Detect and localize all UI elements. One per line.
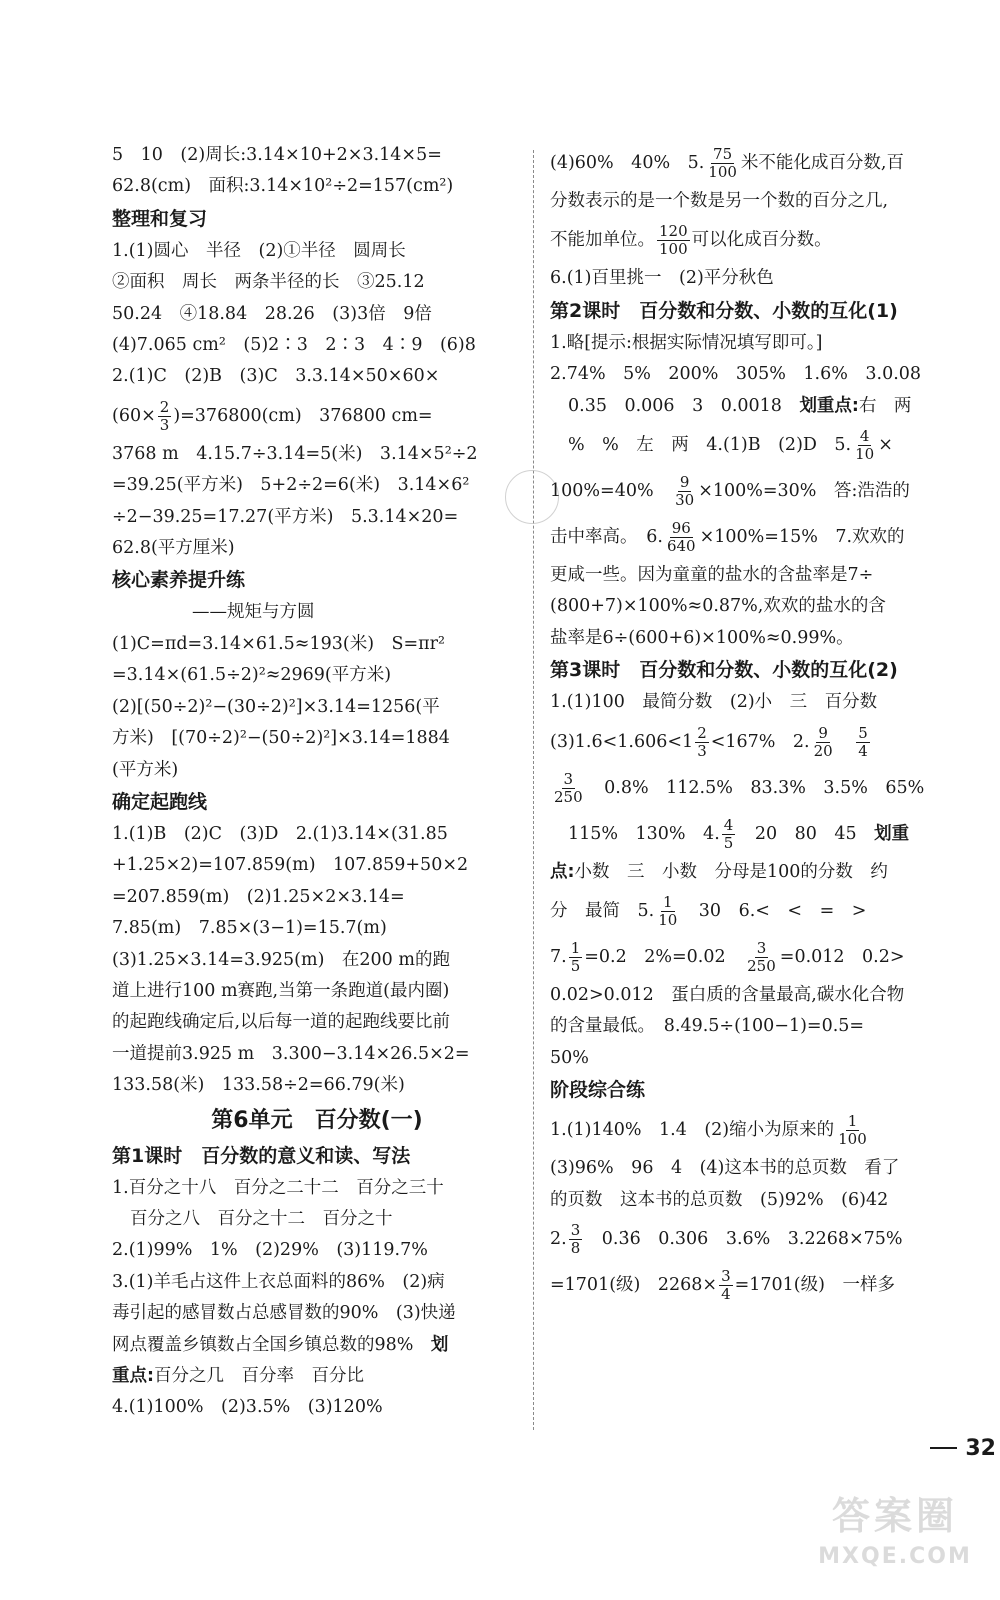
fraction-denominator: 250: [747, 957, 776, 976]
fraction: [695, 725, 709, 760]
text-line: 133.58(米) 133.58÷2=66.79(米): [112, 1075, 405, 1096]
text-segment: ×100%=15% 7.欢欢的: [699, 527, 905, 548]
text-line-fraction: [550, 140, 970, 186]
text-line: 2.(1)99% 1% (2)29% (3)119.7%: [112, 1240, 428, 1261]
fraction-denominator: 10: [855, 445, 875, 464]
text-line-fraction: [550, 1262, 970, 1308]
text-segment: 右 两: [858, 395, 912, 416]
left-column: [112, 140, 522, 1424]
text-line: =207.859(m) (2)1.25×2×3.14=: [112, 886, 405, 907]
text-segment: 击中率高。 6.: [550, 527, 663, 548]
text-line: 5 10 (2)周长:3.14×10+2×3.14×5=: [112, 145, 442, 165]
fraction: [657, 223, 690, 258]
text-line: 6.(1)百里挑一 (2)平分秋色: [550, 268, 774, 289]
text-line: 方米) [(70÷2)²−(50÷2)²]×3.14=1884: [112, 728, 450, 749]
text-segment: 0.8% 112.5% 83.3% 3.5% 65%: [604, 777, 925, 798]
text-segment: 0.35 0.006 3 0.0018: [568, 395, 800, 416]
fraction: [158, 399, 172, 434]
page-number: [930, 1432, 1000, 1464]
text-line: 4.(1)100% (2)3.5% (3)120%: [112, 1397, 383, 1418]
text-line: (平方米): [112, 759, 179, 780]
text-segment: ×: [878, 435, 893, 456]
fraction-denominator: 100: [659, 240, 688, 259]
fraction-numerator: 3: [756, 939, 767, 958]
text-line: 百分之八 百分之十二 百分之十: [130, 1208, 393, 1229]
fraction-denominator: 640: [666, 537, 696, 556]
text-segment: % % 左 两 4.(1)B (2)D 5.: [568, 435, 852, 456]
section-heading-core: 核心素养提升练: [112, 569, 246, 592]
text-line: (800+7)×100%≈0.87%,欢欢的盐水的含: [550, 596, 886, 617]
fraction-numerator: 9: [818, 723, 828, 742]
text-segment: ×100%=30% 答:浩浩的: [698, 481, 910, 502]
watermark: [800, 1490, 990, 1590]
text-line-fraction: [550, 765, 970, 811]
text-segment: (3)1.6<1.606<1: [550, 731, 694, 752]
fraction-numerator: 1: [662, 893, 673, 912]
text-line-fraction: [112, 393, 522, 439]
fraction: [656, 894, 679, 929]
text-segment: 小数 三 小数 分母是100的分数 约: [574, 861, 888, 882]
text-segment: 0.3̇6̇ 0.306 3.6% 3.2268×75%: [601, 1229, 903, 1250]
key-point-label: 划重: [874, 823, 910, 844]
fraction-numerator: 3: [721, 1267, 731, 1286]
text-segment: =1701(级) 2268×: [550, 1275, 718, 1296]
text-line: 2.74% 5% 200% 305% 1.6% 3.0.08: [550, 364, 922, 385]
text-line: 50%: [550, 1047, 589, 1068]
text-segment: 115% 130% 4.: [568, 823, 720, 844]
fraction: [719, 1268, 733, 1303]
text-segment: (60×: [112, 405, 156, 426]
text-segment: 100%=40%: [550, 481, 672, 502]
text-line: =3.14×(61.5÷2)²≈2969(平方米): [112, 665, 392, 686]
unit-title: 第6单元 百分数(一): [211, 1107, 423, 1133]
text-segment: 网点覆盖乡镇数占全国乡镇总数的98%: [112, 1334, 431, 1355]
key-point-label: 划: [430, 1334, 449, 1355]
text-line: 1.略[提示:根据实际情况填写即可。]: [550, 332, 823, 353]
text-line-fraction: [550, 888, 970, 934]
text-line: 62.8(平方厘米): [112, 538, 235, 559]
column-divider: [533, 150, 534, 1430]
text-segment: 不能加单位。: [550, 230, 655, 251]
fraction-denominator: 3: [159, 415, 170, 434]
text-line: (3)1.25×3.14=3.925(m) 在200 m的跑: [112, 949, 450, 970]
text-line: 7.85(m) 7.85×(3−1)=15.7(m): [112, 918, 387, 939]
lesson-heading-1: 第1课时 百分数的意义和读、写法: [112, 1144, 411, 1167]
lesson-heading-2: 第2课时 百分数和分数、小数的互化(1): [550, 299, 898, 322]
fraction-numerator: 3: [570, 1221, 581, 1240]
text-line-fraction: [550, 811, 970, 857]
text-line: 3768 m 4.15.7÷3.14=5(米) 3.14×5²÷2: [112, 443, 478, 464]
fraction: [665, 520, 698, 555]
key-point-label: 划重点:: [799, 395, 859, 416]
fraction-denominator: 20: [813, 741, 833, 760]
text-line-fraction: [550, 422, 970, 468]
lesson-heading-3: 第3课时 百分数和分数、小数的互化(2): [550, 659, 898, 682]
page-number-dash: [930, 1447, 957, 1449]
text-line: 的页数 这本书的总页数 (5)92% (6)42: [550, 1189, 889, 1210]
fraction: [673, 474, 696, 509]
text-line: 道上进行100 m赛跑,当第一条跑道(最内圈): [112, 980, 450, 1001]
watermark-logo-text: 答案圈: [831, 1494, 958, 1538]
fraction: [836, 1113, 869, 1148]
text-segment: <167% 2.: [710, 731, 810, 752]
text-line: [112, 1330, 522, 1361]
text-line: 62.8(cm) 面积:3.14×10²÷2=157(cm²): [112, 176, 454, 197]
text-line: (3)96% 96 4 (4)这本书的总页数 看了: [550, 1158, 900, 1179]
fraction: [745, 940, 778, 975]
text-line: (1)C=πd=3.14×61.5≈193(米) S=πr²: [112, 633, 446, 654]
text-line: 1.(1)B (2)C (3)D 2.(1)3.14×(31.85: [112, 823, 448, 844]
fraction: [706, 146, 739, 181]
text-segment: 1.(1)140% 1.4 (2)缩小为原来的: [550, 1120, 835, 1141]
fraction-denominator: 8: [570, 1239, 581, 1258]
text-line: 盐率是6÷(600+6)×100%≈0.99%。: [550, 627, 854, 648]
text-line: 一道提前3.925 m 3.300−3.14×26.5×2=: [112, 1043, 470, 1064]
text-line-fraction: [550, 514, 970, 560]
fraction-denominator: 4: [721, 1285, 731, 1304]
fraction-numerator: 120: [659, 222, 688, 241]
text-segment: 可以化成百分数。: [691, 230, 832, 251]
text-line: [550, 391, 970, 422]
text-line-fraction: [550, 468, 970, 514]
text-line: 的含量最低。 8.49.5÷(100−1)=0.5=: [550, 1016, 865, 1037]
text-segment: 7.: [550, 947, 567, 968]
text-line: 1.(1)圆心 半径 (2)①半径 圆周长: [112, 240, 406, 261]
fraction-denominator: 4: [858, 741, 868, 760]
fraction-denominator: 3: [697, 741, 707, 760]
fraction-numerator: 4: [859, 427, 870, 446]
text-segment: 米不能化成百分数,百: [740, 153, 904, 173]
text-line: 2.(1)C (2)B (3)C 3.3.14×50×60×: [112, 366, 440, 387]
text-segment: 分 最简 5.: [550, 901, 655, 922]
text-segment: 30 6.< < = >: [698, 901, 867, 922]
fraction-denominator: 100: [708, 163, 737, 181]
text-segment: )=376800(cm) 376800 cm=: [173, 405, 433, 426]
watermark-url: MXQE.COM: [818, 1544, 972, 1569]
fraction-numerator: 2: [159, 397, 170, 416]
text-segment: 20 80 45: [754, 823, 875, 844]
fraction-denominator: 10: [658, 911, 678, 930]
fraction: [812, 725, 835, 760]
fraction-numerator: 3: [563, 769, 574, 788]
text-line-fraction: [550, 217, 970, 263]
text-line: =39.25(平方米) 5+2÷2=6(米) 3.14×6²: [112, 475, 470, 496]
fraction-denominator: 100: [838, 1130, 867, 1149]
text-segment: =1701(级) 一样多: [734, 1275, 895, 1296]
fraction-numerator: 4: [723, 815, 734, 834]
fraction-numerator: 1: [570, 939, 581, 958]
page-number-text: 32: [965, 1435, 996, 1461]
fraction-denominator: 30: [675, 491, 695, 510]
fraction-numerator: 96: [671, 519, 691, 538]
fraction: [856, 725, 870, 760]
fraction-numerator: 1: [847, 1112, 858, 1131]
fraction-numerator: 75: [713, 145, 733, 163]
section-heading-review: 整理和复习: [112, 207, 208, 230]
fraction-numerator: 2: [697, 723, 707, 742]
text-line: (4)7.065 cm² (5)2∶3 2∶3 4∶9 (6)8: [112, 335, 476, 356]
fraction: [569, 1222, 583, 1257]
text-line-fraction: [550, 719, 970, 765]
fraction-numerator: 5: [858, 723, 868, 742]
fraction-denominator: 5: [570, 957, 581, 976]
text-segment: =0.012 0.2>: [779, 947, 905, 968]
text-line: (2)[(50÷2)²−(30÷2)²]×3.14=1256(平: [112, 696, 440, 717]
section-subtitle: ——规矩与方圆: [192, 602, 315, 623]
text-line: ÷2−39.25=17.27(平方米) 5.3.14×20=: [112, 506, 459, 527]
text-line: ②面积 周长 两条半径的长 ③25.12: [112, 272, 425, 293]
right-column: [550, 140, 970, 1308]
text-line-fraction: [550, 1107, 970, 1153]
text-line: 1.(1)100 最简分数 (2)小 三 百分数: [550, 692, 878, 713]
text-line: 更咸一些。因为童童的盐水的含盐率是7÷: [550, 565, 874, 586]
fraction-denominator: 5: [723, 833, 734, 852]
text-line: [550, 857, 970, 888]
key-point-label: 点:: [550, 861, 575, 882]
text-line: [112, 1361, 522, 1392]
fraction: [853, 428, 876, 463]
text-line: 毒引起的感冒数占总感冒数的90% (3)快递: [112, 1303, 456, 1324]
fraction: [569, 940, 583, 975]
fraction: [722, 817, 736, 852]
text-segment: (4)60% 40% 5.: [550, 153, 705, 173]
text-line: 1.百分之十八 百分之二十二 百分之三十: [112, 1177, 444, 1198]
text-line-fraction: [550, 1216, 970, 1262]
section-heading-start-line: 确定起跑线: [112, 790, 208, 813]
text-line: 0.02>0.012 蛋白质的含量最高,碳水化合物: [550, 985, 905, 1006]
text-segment: =0.2 2%=0.02: [584, 947, 744, 968]
text-line: 3.(1)羊毛占这件上衣总面料的86% (2)病: [112, 1271, 445, 1292]
fraction: [552, 771, 585, 806]
text-line: 的起跑线确定后,以后每一道的起跑线要比前: [112, 1012, 451, 1033]
text-line: 分数表示的是一个数是另一个数的百分之几,: [550, 191, 889, 211]
fraction-denominator: 250: [554, 787, 583, 806]
text-line-fraction: [550, 934, 970, 980]
section-heading-stage: 阶段综合练: [550, 1079, 646, 1102]
key-point-label: 重点:: [112, 1366, 154, 1386]
text-line: 50.24 ④18.84 28.26 (3)3倍 9倍: [112, 303, 432, 324]
text-line: +1.25×2)=107.859(m) 107.859+50×2: [112, 855, 469, 876]
fraction-numerator: 9: [679, 473, 690, 492]
text-segment: 百分之几 百分率 百分比: [154, 1366, 364, 1386]
text-segment: 2.: [550, 1229, 567, 1250]
